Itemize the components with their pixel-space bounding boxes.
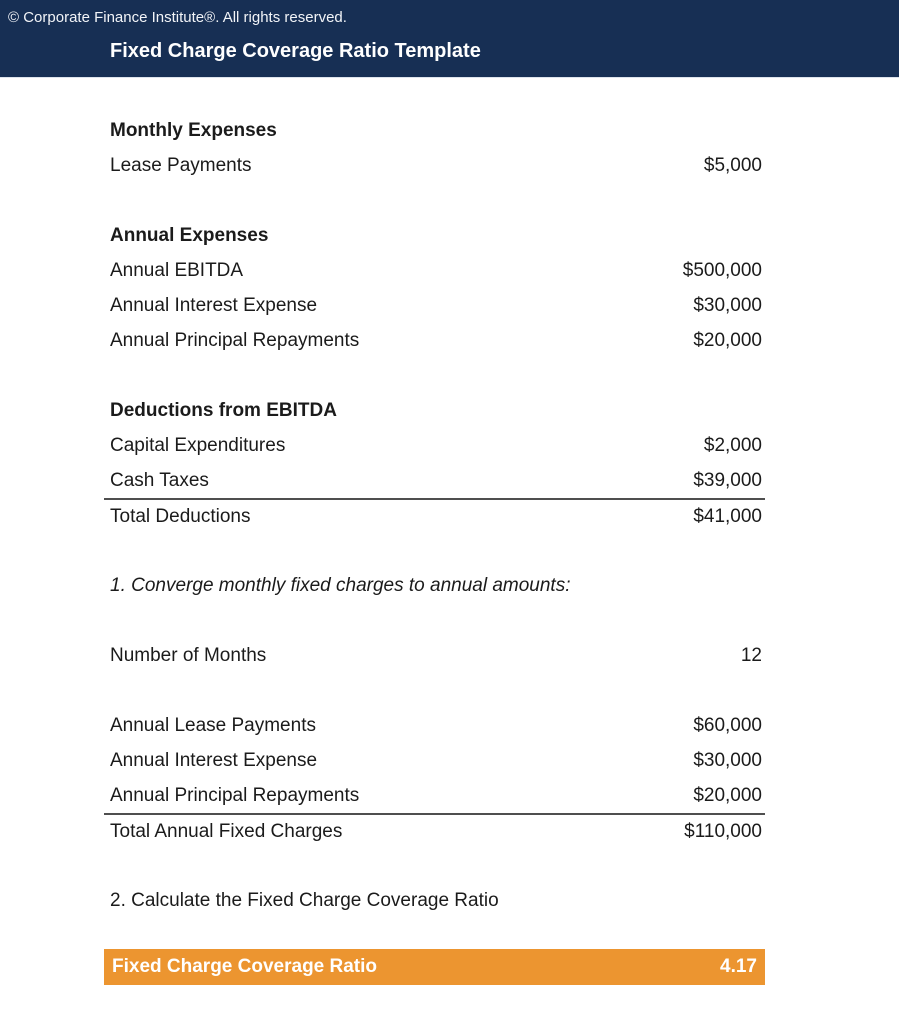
table-row: [104, 708, 765, 743]
total-row-deductions: [104, 498, 765, 533]
result-value: 4.17: [720, 956, 757, 977]
step2-note: [104, 883, 765, 918]
header-bar: [0, 0, 899, 78]
section-heading-annual-expenses: [104, 218, 765, 253]
row-value: $2,000: [703, 434, 762, 456]
row-label: Annual Interest Expense: [110, 294, 318, 316]
table-row: [104, 463, 765, 498]
table-row: [104, 323, 765, 358]
row-label: Lease Payments: [110, 154, 252, 176]
result-bar: [104, 949, 765, 985]
section-heading-monthly-expenses: [104, 113, 765, 148]
spacer: [104, 183, 765, 218]
spacer: [104, 358, 765, 393]
total-value: $41,000: [693, 505, 762, 527]
page-title: Fixed Charge Coverage Ratio Template: [110, 40, 481, 62]
table-row: [104, 743, 765, 778]
table-row: [104, 253, 765, 288]
row-value: $5,000: [703, 154, 762, 176]
row-label: Annual Principal Repayments: [110, 784, 360, 806]
row-value: $39,000: [693, 469, 762, 491]
row-value: $30,000: [693, 749, 762, 771]
row-label: Cash Taxes: [110, 469, 209, 491]
table-row: [104, 778, 765, 813]
spacer: [104, 848, 765, 883]
number-of-months-row: [104, 638, 765, 673]
table-row: [104, 148, 765, 183]
step1-note: [104, 568, 765, 603]
table-row: [104, 428, 765, 463]
row-label: Capital Expenditures: [110, 434, 286, 456]
row-value: $60,000: [693, 714, 762, 736]
row-value: $20,000: [693, 784, 762, 806]
row-label: Annual Lease Payments: [110, 714, 316, 736]
copyright-text: © Corporate Finance Institute®. All rights reserved.: [8, 9, 347, 26]
row-value: $30,000: [693, 294, 762, 316]
total-label: Total Deductions: [110, 505, 251, 527]
total-row-annual-fixed-charges: [104, 813, 765, 848]
template-body: [104, 78, 765, 985]
row-label: Annual Interest Expense: [110, 749, 318, 771]
row-label: Annual EBITDA: [110, 259, 244, 281]
note-text: 1. Converge monthly fixed charges to annual amounts:: [110, 574, 571, 596]
spacer: [104, 673, 765, 708]
row-value: $500,000: [682, 259, 762, 281]
row-value: $20,000: [693, 329, 762, 351]
table-row: [104, 288, 765, 323]
total-label: Total Annual Fixed Charges: [110, 820, 343, 842]
result-label: Fixed Charge Coverage Ratio: [112, 956, 378, 977]
total-value: $110,000: [684, 820, 762, 842]
spacer: [104, 533, 765, 568]
spacer: [104, 78, 765, 113]
note-text: 2. Calculate the Fixed Charge Coverage Ratio: [110, 889, 499, 911]
section-heading-label: Annual Expenses: [110, 224, 269, 246]
section-heading-label: Monthly Expenses: [110, 119, 277, 141]
spacer: [104, 603, 765, 638]
row-value: 12: [740, 644, 762, 666]
row-label: Number of Months: [110, 644, 267, 666]
section-heading-label: Deductions from EBITDA: [110, 399, 337, 421]
row-label: Annual Principal Repayments: [110, 329, 360, 351]
section-heading-deductions: [104, 393, 765, 428]
